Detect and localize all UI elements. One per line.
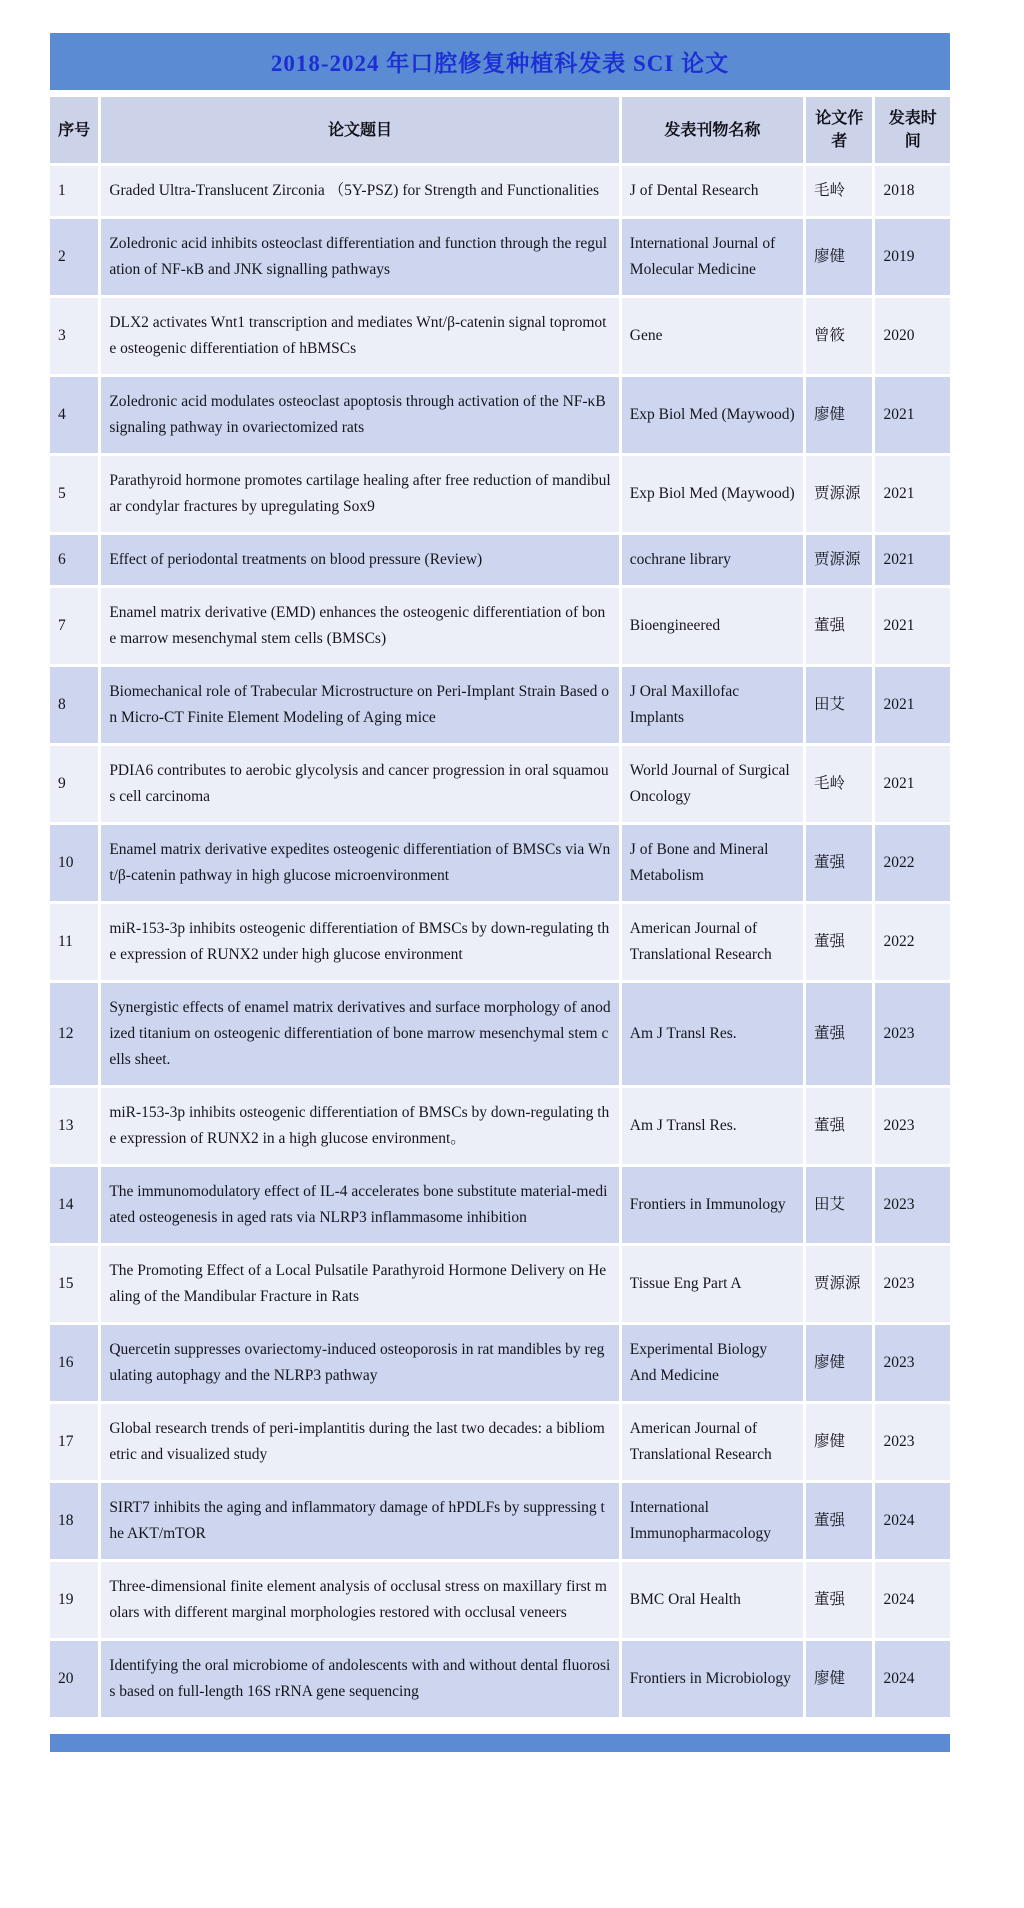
- publish-year: 2018: [875, 166, 950, 216]
- publish-year: 2023: [875, 1167, 950, 1243]
- journal-name: Frontiers in Immunology: [622, 1167, 803, 1243]
- journal-name: Gene: [622, 298, 803, 374]
- table-row: [50, 825, 950, 901]
- publish-year: 2021: [875, 535, 950, 585]
- journal-name: American Journal of Translational Research: [622, 904, 803, 980]
- paper-author: 曾筱: [806, 298, 872, 374]
- paper-title: miR-153-3p inhibits osteogenic differentiation of BMSCs by down-regulating the expression of RUNX2 in a high glucose environment。: [101, 1088, 618, 1164]
- table-row: [50, 904, 950, 980]
- publish-year: 2021: [875, 588, 950, 664]
- paper-title: Global research trends of peri-implantitis during the last two decades: a bibliometric and visualized study: [101, 1404, 618, 1480]
- paper-title: miR-153-3p inhibits osteogenic differentiation of BMSCs by down-regulating the expression of RUNX2 under high glucose environment: [101, 904, 618, 980]
- journal-name: BMC Oral Health: [622, 1562, 803, 1638]
- journal-name: J of Bone and Mineral Metabolism: [622, 825, 803, 901]
- publish-year: 2019: [875, 219, 950, 295]
- journal-name: Frontiers in Microbiology: [622, 1641, 803, 1717]
- publish-year: 2022: [875, 825, 950, 901]
- row-number: 2: [50, 219, 98, 295]
- row-number: 16: [50, 1325, 98, 1401]
- table-row: [50, 1483, 950, 1559]
- row-number: 7: [50, 588, 98, 664]
- table-header: [50, 97, 950, 163]
- publish-year: 2024: [875, 1641, 950, 1717]
- journal-name: Tissue Eng Part A: [622, 1246, 803, 1322]
- table-row: [50, 298, 950, 374]
- journal-name: J Oral Maxillofac Implants: [622, 667, 803, 743]
- column-header-year: 发表时间: [875, 97, 950, 163]
- paper-author: 毛岭: [806, 166, 872, 216]
- paper-author: 贾源源: [806, 456, 872, 532]
- column-header-journal: 发表刊物名称: [622, 97, 803, 163]
- paper-title: Identifying the oral microbiome of andolescents with and without dental fluorosis based on full-length 16S rRNA gene sequencing: [101, 1641, 618, 1717]
- row-number: 17: [50, 1404, 98, 1480]
- paper-title: Biomechanical role of Trabecular Microstructure on Peri-Implant Strain Based on Micro-CT Finite Element Modeling of Aging mice: [101, 667, 618, 743]
- paper-title: Effect of periodontal treatments on blood pressure (Review): [101, 535, 618, 585]
- table-row: [50, 1088, 950, 1164]
- paper-author: 贾源源: [806, 1246, 872, 1322]
- table-body: [50, 166, 950, 1717]
- journal-name: Am J Transl Res.: [622, 1088, 803, 1164]
- journal-name: J of Dental Research: [622, 166, 803, 216]
- publish-year: 2023: [875, 1246, 950, 1322]
- paper-title: Zoledronic acid inhibits osteoclast differentiation and function through the regulation of NF-κB and JNK signalling pathways: [101, 219, 618, 295]
- row-number: 6: [50, 535, 98, 585]
- paper-title: Quercetin suppresses ovariectomy-induced osteoporosis in rat mandibles by regulating autophagy and the NLRP3 pathway: [101, 1325, 618, 1401]
- table-row: [50, 1404, 950, 1480]
- paper-author: 廖健: [806, 1641, 872, 1717]
- table-footer-bar: [50, 1734, 950, 1752]
- table-row: [50, 456, 950, 532]
- publish-year: 2024: [875, 1562, 950, 1638]
- publish-year: 2021: [875, 456, 950, 532]
- table-row: [50, 1325, 950, 1401]
- row-number: 15: [50, 1246, 98, 1322]
- table-row: [50, 588, 950, 664]
- journal-name: World Journal of Surgical Oncology: [622, 746, 803, 822]
- publish-year: 2023: [875, 1325, 950, 1401]
- table-row: [50, 535, 950, 585]
- row-number: 12: [50, 983, 98, 1085]
- header-row: [50, 97, 950, 163]
- journal-name: cochrane library: [622, 535, 803, 585]
- paper-author: 廖健: [806, 377, 872, 453]
- row-number: 3: [50, 298, 98, 374]
- table-row: [50, 1562, 950, 1638]
- table-row: [50, 983, 950, 1085]
- paper-title: Enamel matrix derivative expedites osteogenic differentiation of BMSCs via Wnt/β-catenin pathway in high glucose microenvironment: [101, 825, 618, 901]
- table-title-bar: [50, 33, 950, 90]
- table-row: [50, 166, 950, 216]
- paper-author: 廖健: [806, 219, 872, 295]
- paper-title: Graded Ultra-Translucent Zirconia （5Y-PSZ) for Strength and Functionalities: [101, 166, 618, 216]
- column-header-author: 论文作者: [806, 97, 872, 163]
- table-row: [50, 1641, 950, 1717]
- paper-author: 董强: [806, 904, 872, 980]
- row-number: 20: [50, 1641, 98, 1717]
- row-number: 9: [50, 746, 98, 822]
- journal-name: Bioengineered: [622, 588, 803, 664]
- paper-author: 董强: [806, 1562, 872, 1638]
- papers-table: [47, 94, 953, 1720]
- paper-author: 田艾: [806, 667, 872, 743]
- row-number: 18: [50, 1483, 98, 1559]
- row-number: 19: [50, 1562, 98, 1638]
- row-number: 11: [50, 904, 98, 980]
- table-row: [50, 667, 950, 743]
- publish-year: 2022: [875, 904, 950, 980]
- paper-author: 董强: [806, 825, 872, 901]
- publish-year: 2023: [875, 1404, 950, 1480]
- row-number: 4: [50, 377, 98, 453]
- publish-year: 2023: [875, 983, 950, 1085]
- table-row: [50, 219, 950, 295]
- table-row: [50, 1246, 950, 1322]
- paper-author: 董强: [806, 588, 872, 664]
- publish-year: 2021: [875, 667, 950, 743]
- paper-title: Synergistic effects of enamel matrix derivatives and surface morphology of anodized titanium on osteogenic differentiation of bone marrow mesenchymal stem cells sheet.: [101, 983, 618, 1085]
- journal-name: Experimental Biology And Medicine: [622, 1325, 803, 1401]
- row-number: 13: [50, 1088, 98, 1164]
- table-row: [50, 1167, 950, 1243]
- paper-title: Enamel matrix derivative (EMD) enhances the osteogenic differentiation of bone marrow mesenchymal stem cells (BMSCs): [101, 588, 618, 664]
- journal-name: Exp Biol Med (Maywood): [622, 456, 803, 532]
- publish-year: 2024: [875, 1483, 950, 1559]
- publish-year: 2021: [875, 746, 950, 822]
- paper-author: 廖健: [806, 1325, 872, 1401]
- paper-title: SIRT7 inhibits the aging and inflammatory damage of hPDLFs by suppressing the AKT/mTOR: [101, 1483, 618, 1559]
- paper-author: 贾源源: [806, 535, 872, 585]
- table-row: [50, 746, 950, 822]
- page-title: 2018-2024 年口腔修复种植科发表 SCI 论文: [270, 51, 730, 76]
- paper-author: 田艾: [806, 1167, 872, 1243]
- column-header-no: 序号: [50, 97, 98, 163]
- paper-title: The Promoting Effect of a Local Pulsatile Parathyroid Hormone Delivery on Healing of the Mandibular Fracture in Rats: [101, 1246, 618, 1322]
- journal-name: Exp Biol Med (Maywood): [622, 377, 803, 453]
- paper-title: Parathyroid hormone promotes cartilage healing after free reduction of mandibular condylar fractures by upregulating Sox9: [101, 456, 618, 532]
- row-number: 10: [50, 825, 98, 901]
- paper-author: 董强: [806, 1088, 872, 1164]
- paper-title: DLX2 activates Wnt1 transcription and mediates Wnt/β-catenin signal topromote osteogenic differentiation of hBMSCs: [101, 298, 618, 374]
- paper-author: 廖健: [806, 1404, 872, 1480]
- journal-name: Am J Transl Res.: [622, 983, 803, 1085]
- publish-year: 2020: [875, 298, 950, 374]
- row-number: 1: [50, 166, 98, 216]
- paper-title: Three-dimensional finite element analysis of occlusal stress on maxillary first molars with different marginal morphologies restored with occlusal veneers: [101, 1562, 618, 1638]
- paper-title: Zoledronic acid modulates osteoclast apoptosis through activation of the NF-κB signaling pathway in ovariectomized rats: [101, 377, 618, 453]
- row-number: 5: [50, 456, 98, 532]
- paper-title: PDIA6 contributes to aerobic glycolysis and cancer progression in oral squamous cell carcinoma: [101, 746, 618, 822]
- journal-name: International Immunopharmacology: [622, 1483, 803, 1559]
- table-row: [50, 377, 950, 453]
- publish-year: 2021: [875, 377, 950, 453]
- paper-title: The immunomodulatory effect of IL-4 accelerates bone substitute material-mediated osteogenesis in aged rats via NLRP3 inflammasome inhibition: [101, 1167, 618, 1243]
- paper-author: 董强: [806, 1483, 872, 1559]
- journal-name: American Journal of Translational Research: [622, 1404, 803, 1480]
- row-number: 8: [50, 667, 98, 743]
- column-header-title: 论文题目: [101, 97, 618, 163]
- paper-author: 董强: [806, 983, 872, 1085]
- row-number: 14: [50, 1167, 98, 1243]
- paper-author: 毛岭: [806, 746, 872, 822]
- publish-year: 2023: [875, 1088, 950, 1164]
- journal-name: International Journal of Molecular Medicine: [622, 219, 803, 295]
